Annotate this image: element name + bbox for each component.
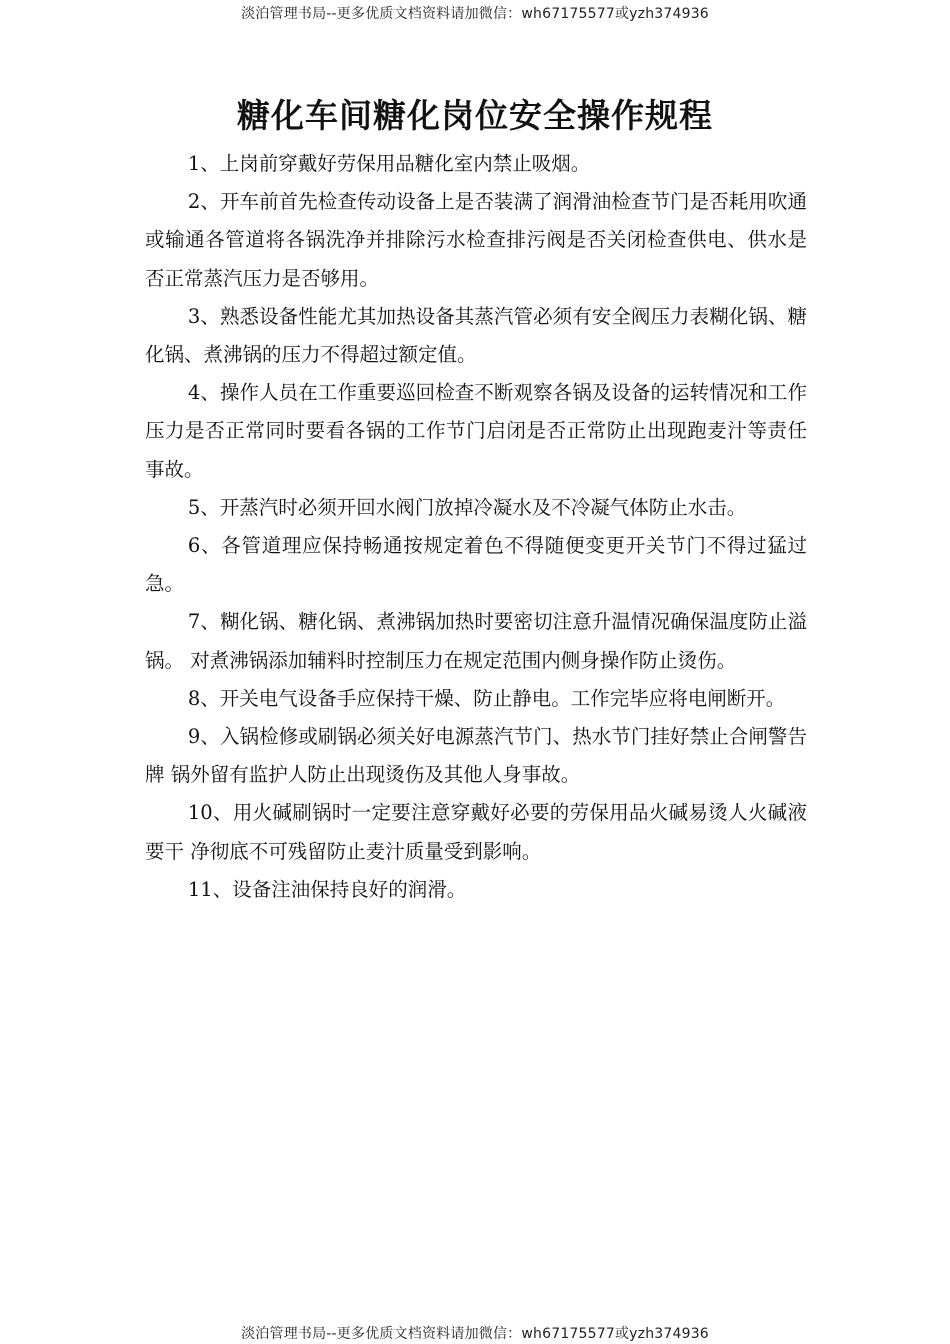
document-body bbox=[145, 145, 807, 909]
paragraph-9: 9、入锅检修或刷锅必须关好电源蒸汽节门、热水节门挂好禁止合闸警告牌 锅外留有监护人防止出现烫伤及其他人身事故。 bbox=[145, 725, 807, 787]
paragraph-3: 3、熟悉设备性能尤其加热设备其蒸汽管必须有安全阀压力表糊化锅、糖化锅、煮沸锅的压力不得超过额定值。 bbox=[145, 304, 807, 367]
document-title: 糖化车间糖化岗位安全操作规程 bbox=[237, 96, 713, 135]
paragraph-10: 10、用火碱刷锅时一定要注意穿戴好必要的劳保用品火碱易烫人火碱液要干 净彻底不可残留防止麦汁质量受到影响。 bbox=[145, 801, 807, 863]
paragraph-11: 11、设备注油保持良好的润滑。 bbox=[187, 877, 467, 901]
paragraph-6: 6、各管道理应保持畅通按规定着色不得随便变更开关节门不得过猛过急。 bbox=[145, 534, 807, 596]
header-watermark: 淡泊管理书局--更多优质文档资料请加微信：wh67175577或yzh374936 bbox=[241, 6, 709, 22]
paragraph-7: 7、糊化锅、糖化锅、煮沸锅加热时要密切注意升温情况确保温度防止溢锅。 对煮沸锅添加辅料时控制压力在规定范围内侧身操作防止烫伤。 bbox=[145, 610, 807, 672]
paragraph-1: 1、上岗前穿戴好劳保用品糖化室内禁止吸烟。 bbox=[187, 152, 591, 175]
footer-watermark: 淡泊管理书局--更多优质文档资料请加微信：wh67175577或yzh374936 bbox=[241, 1326, 709, 1342]
paragraph-5: 5、开蒸汽时必须开回水阀门放掉冷凝水及不冷凝气体防止水击。 bbox=[187, 495, 747, 519]
paragraph-2: 2、开车前首先检查传动设备上是否装满了润滑油检查节门是否耗用吹通或输通各管道将各锅洗净并排除污水检查排污阀是否关闭检查供电、供水是否正常蒸汽压力是否够用。 bbox=[145, 190, 807, 290]
paragraph-4: 4、操作人员在工作重要巡回检查不断观察各锅及设备的运转情况和工作压力是否正常同时要看各锅的工作节门启闭是否正常防止出现跑麦汁等责任事故。 bbox=[145, 381, 807, 481]
paragraph-8: 8、开关电气设备手应保持干燥、防止静电。工作完毕应将电闸断开。 bbox=[187, 686, 786, 710]
